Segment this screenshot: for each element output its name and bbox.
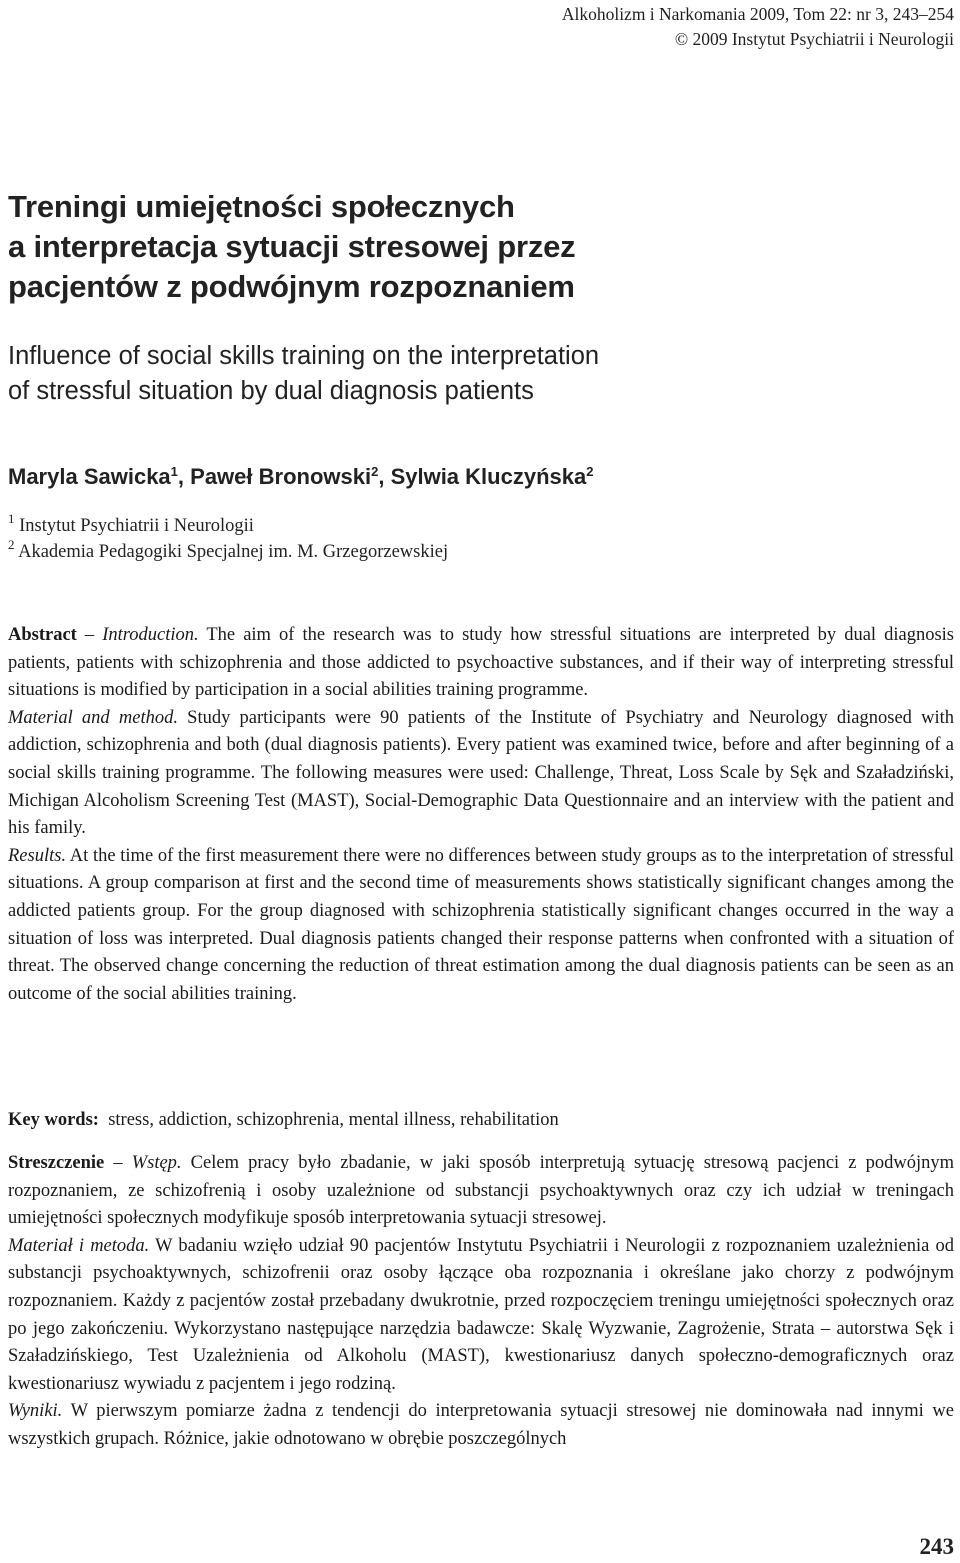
- author-separator: ,: [177, 464, 191, 489]
- author-list: [8, 462, 593, 492]
- author-name: Sylwia Kluczyńska: [390, 464, 587, 489]
- abstract-method: [8, 705, 954, 843]
- abstract-label: Abstract: [8, 625, 77, 645]
- wyniki-text: W pierwszym pomiarze żadna z tendencji do interpretowania sytuacji stresowej nie dominowała nad innymi we wszystkich grupach. Różnice, jakie odnotowano w obrębie poszczególnych: [8, 1401, 954, 1449]
- method-label: Material and method.: [8, 707, 178, 728]
- keywords-label: Key words:: [8, 1110, 99, 1130]
- page-number: 243: [919, 1534, 954, 1559]
- introduction-label: Introduction.: [102, 625, 199, 645]
- title-line: pacjentów z podwójnym rozpoznaniem: [8, 269, 575, 304]
- article-title-polish: [8, 187, 575, 307]
- author-affiliation-mark: 2: [371, 464, 379, 479]
- affiliations: [8, 513, 448, 565]
- streszczenie-dash: –: [104, 1153, 132, 1173]
- journal-citation: Alkoholizm i Narkomania 2009, Tom 22: nr 3, 243–254: [561, 4, 954, 24]
- affiliation-number: 1: [8, 511, 15, 526]
- abstract-results: [8, 843, 954, 1009]
- results-text: At the time of the first measurement there were no differences between study groups as to the interpretation of stressful situations. A group comparison at first and the second time of measurements shows statistically significant changes among the addicted patients group. For the group diagnosed with schizophrenia statistically significant changes occurred in the way a situation of loss was interpreted. Dual diagnosis patients changed their response patterns when confronted with a situation of threat. The observed change concerning the reduction of threat estimation among the dual diagnosis patients can be seen as an outcome of the social abilities training.: [8, 845, 954, 1004]
- metoda-label: Materiał i metoda.: [8, 1235, 150, 1256]
- abstract-introduction: [8, 622, 954, 705]
- affiliation-text: Akademia Pedagogiki Specjalnej im. M. Grzegorzewskiej: [18, 542, 449, 562]
- article-title-english: [8, 339, 599, 409]
- results-label: Results.: [8, 845, 67, 866]
- introduction-text: The aim of the research was to study how stressful situations are interpreted by dual diagnosis patients, patients with schizophrenia and those addicted to psychoactive substances, and if their way of interpreting stressful situations is modified by participation in a social abilities training programme.: [8, 625, 955, 701]
- metoda-text: W badaniu wzięło udział 90 pacjentów Instytutu Psychiatrii i Neurologii z rozpoznaniem uzależnienia od substancji psychoaktywnych, schizofrenii oraz osoby łączące oba rozpoznania i określane jako chorzy z podwójnym rozpoznaniem. Każdy z pacjentów został przebadany dwukrotnie, przed rozpoczęciem treningu umiejętności społecznych oraz po jego zakończeniu. Wykorzystano następujące narzędzia badawcze: Skalę Wyzwanie, Zagrożenie, Strata – autorstwa Sęk i Szaładzińskiego, Test Uzależnienia od Alkoholu (MAST), kwestionariusz danych społeczno-demograficznych oraz kwestionariusz wywiadu z pacjentem i jego rodziną.: [8, 1235, 954, 1394]
- subtitle-line: Influence of social skills training on the interpretation: [8, 342, 600, 370]
- streszczenie-wyniki: [8, 1398, 954, 1453]
- title-line: a interpretacja sytuacji stresowej przez: [8, 229, 576, 264]
- streszczenie-section: [8, 1150, 954, 1454]
- abstract-section: [8, 622, 954, 1008]
- keywords-section: [8, 1107, 954, 1135]
- author-affiliation-mark: 2: [586, 464, 594, 479]
- affiliation-text: Instytut Psychiatrii i Neurologii: [19, 516, 254, 536]
- streszczenie-label: Streszczenie: [8, 1153, 105, 1173]
- streszczenie-metoda: [8, 1233, 954, 1399]
- author-name: Paweł Bronowski: [190, 464, 372, 489]
- copyright-notice: © 2009 Instytut Psychiatrii i Neurologii: [674, 29, 954, 49]
- author-name: Maryla Sawicka: [8, 464, 171, 489]
- abstract-dash: –: [76, 625, 103, 645]
- journal-header: [562, 2, 954, 52]
- wyniki-label: Wyniki.: [8, 1401, 63, 1422]
- subtitle-line: of stressful situation by dual diagnosis patients: [8, 377, 534, 405]
- author-affiliation-mark: 1: [170, 464, 178, 479]
- streszczenie-wstep: [8, 1150, 954, 1233]
- wstep-label: Wstęp.: [131, 1153, 182, 1173]
- author-separator: ,: [378, 464, 391, 489]
- keywords-text: stress, addiction, schizophrenia, mental illness, rehabilitation: [98, 1110, 559, 1130]
- affiliation-item: [8, 513, 448, 539]
- method-text: Study participants were 90 patients of the Institute of Psychiatry and Neurology diagnosed with addiction, schizophrenia and both (dual diagnosis patients). Every patient was examined twice, before and after beginning of a social skills training programme. The following measures were used: Challenge, Threat, Loss Scale by Sęk and Szaładziński, Michigan Alcoholism Screening Test (MAST), Social-Demographic Data Questionnaire and an interview with the patient and his family.: [8, 707, 955, 839]
- affiliation-item: [8, 539, 448, 565]
- title-line: Treningi umiejętności społecznych: [8, 189, 515, 224]
- affiliation-number: 2: [8, 537, 15, 552]
- wstep-text: Celem pracy było zbadanie, w jaki sposób interpretują sytuację stresową pacjenci z podwójnym rozpoznaniem, ze schizofrenią i osoby uzależnione od substancji psychoaktywnych oraz czy ich udział w treningach umiejętności społecznych modyfikuje sposób interpretowania sytuacji stresowej.: [8, 1153, 954, 1229]
